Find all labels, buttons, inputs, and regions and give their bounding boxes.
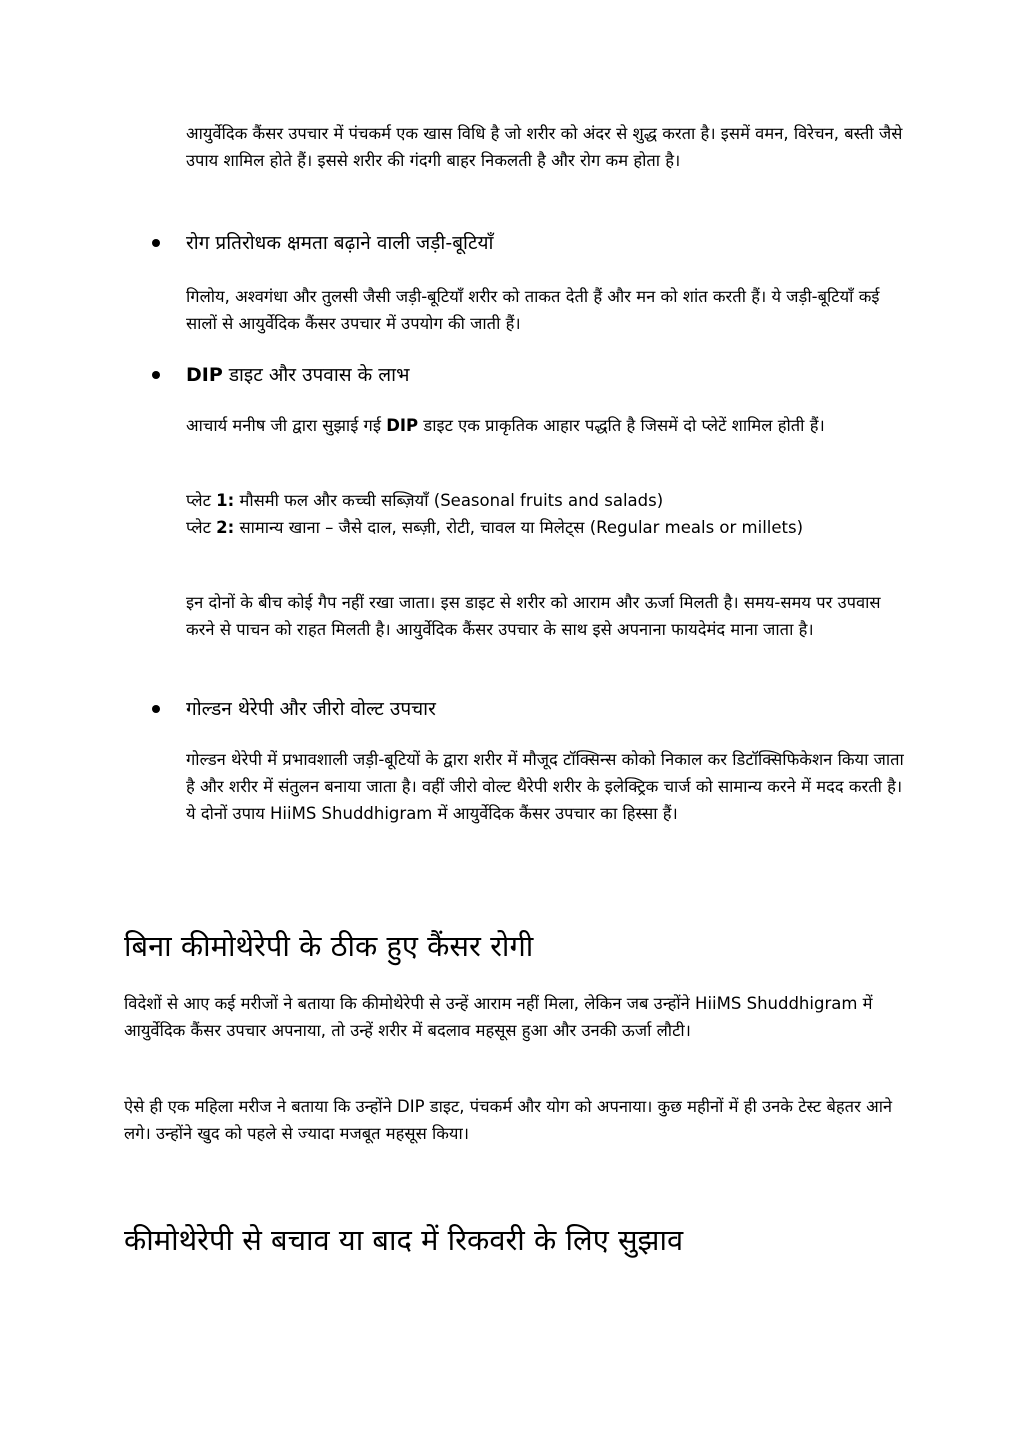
patients-heading: बिना कीमोथेरेपी के ठीक हुए कैंसर रोगी — [124, 929, 534, 963]
golden-paragraph: गोल्डन थेरेपी में प्रभावशाली जड़ी-बूटियों के द्वारा शरीर में मौजूद टॉक्सिन्स कोको निकाल कर डिटॉक्सिफिकेशन किया जाता है और शरीर में संतुलन बनाया जाता है। वहीं जीरो वोल्ट थैरेपी शरीर के इलेक्ट्रिक चार्ज को सामान्य करने में मदद करती है। ये दोनों उपाय HiiMS Shuddhigram में आयुर्वेदिक कैंसर उपचार का हिस्सा हैं। — [186, 750, 904, 823]
plate-1-text: मौसमी फल और कच्ची सब्ज़ियाँ (Seasonal fruits and salads) — [234, 491, 664, 510]
dip-bullet-rest: डाइट और उपवास के लाभ — [222, 364, 410, 386]
patients-paragraph-1: विदेशों से आए कई मरीजों ने बताया कि कीमोथेरेपी से उन्हें आराम नहीं मिला, लेकिन जब उन्होंने HiiMS Shuddhigram में आयुर्वेदिक कैंसर उपचार अपनाया, तो उन्हें शरीर में बदलाव महसूस हुआ और उनकी ऊर्जा लौटी। — [124, 994, 873, 1040]
plate-1-prefix: प्लेट — [186, 491, 217, 510]
plate-2-prefix: प्लेट — [186, 518, 217, 537]
dip-intro-after: डाइट एक प्राकृतिक आहार पद्धति है जिसमें दो प्लेटें शामिल होती हैं। — [418, 416, 825, 435]
herbs-bullet — [152, 228, 912, 258]
dip-bullet-bold: DIP — [186, 364, 223, 386]
golden-bullet — [152, 694, 912, 724]
plate-1-number: 1: — [216, 491, 235, 510]
plate-2-text: सामान्य खाना – जैसे दाल, सब्ज़ी, रोटी, चावल या मिलेट्स (Regular meals or millets) — [234, 518, 804, 537]
dip-intro-bold: DIP — [386, 416, 419, 435]
dip-bullet-text — [186, 360, 409, 390]
dip-plates-paragraph — [186, 487, 906, 541]
herbs-paragraph: गिलोय, अश्वगंधा और तुलसी जैसी जड़ी-बूटियाँ शरीर को ताकत देती हैं और मन को शांत करती हैं। ये जड़ी-बूटियाँ कई सालों से आयुर्वेदिक कैंसर उपचार में उपयोग की जाती हैं। — [186, 287, 880, 333]
dip-intro-before: आचार्य मनीष जी द्वारा सुझाई गई — [186, 416, 387, 435]
plate-1-line — [186, 487, 906, 514]
bullet-dot-icon — [152, 371, 160, 379]
plate-2-line — [186, 514, 906, 541]
plate-2-number: 2: — [216, 518, 235, 537]
dip-bullet — [152, 360, 912, 390]
dip-intro-paragraph — [186, 412, 906, 439]
bullet-dot-icon — [152, 239, 160, 247]
herbs-bullet-text: रोग प्रतिरोधक क्षमता बढ़ाने वाली जड़ी-बूटियाँ — [186, 232, 494, 254]
dip-body-paragraph: इन दोनों के बीच कोई गैप नहीं रखा जाता। इस डाइट से शरीर को आराम और ऊर्जा मिलती है। समय-समय पर उपवास करने से पाचन को राहत मिलती है। आयुर्वेदिक कैंसर उपचार के साथ इसे अपनाना फायदेमंद माना जाता है। — [186, 593, 881, 639]
bullet-dot-icon — [152, 705, 160, 713]
panchakarma-paragraph: आयुर्वेदिक कैंसर उपचार में पंचकर्म एक खास विधि है जो शरीर को अंदर से शुद्ध करता है। इसमें वमन, विरेचन, बस्ती जैसे उपाय शामिल होते हैं। इससे शरीर की गंदगी बाहर निकलती है और रोग कम होता है। — [186, 124, 903, 170]
recovery-heading: कीमोथेरेपी से बचाव या बाद में रिकवरी के लिए सुझाव — [124, 1223, 684, 1257]
patients-paragraph-2: ऐसे ही एक महिला मरीज ने बताया कि उन्होंने DIP डाइट, पंचकर्म और योग को अपनाया। कुछ महीनों में ही उनके टेस्ट बेहतर आने लगे। उन्होंने खुद को पहले से ज्यादा मजबूत महसूस किया। — [124, 1097, 893, 1143]
golden-bullet-text: गोल्डन थेरेपी और जीरो वोल्ट उपचार — [186, 698, 436, 720]
